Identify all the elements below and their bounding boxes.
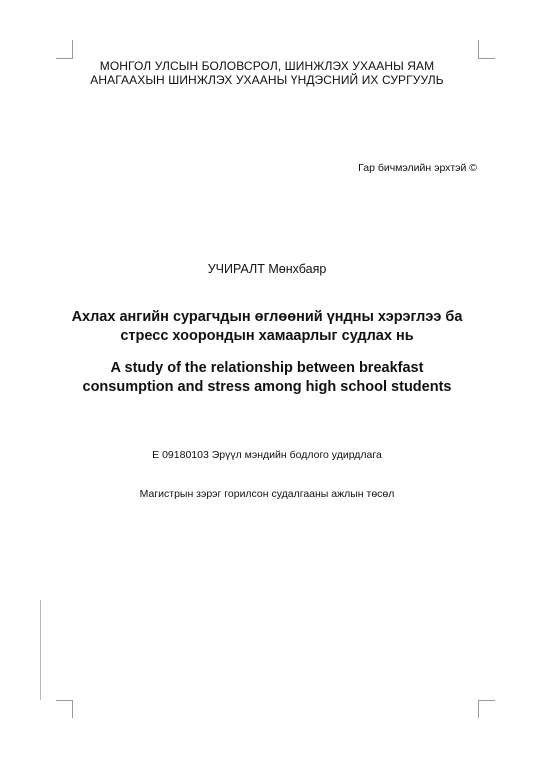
crop-mark-top-left-v bbox=[72, 40, 73, 58]
degree-note: Магистрын зэрэг горилсон судалгааны ажлын төсөл bbox=[139, 488, 395, 500]
crop-mark-bottom-left-h bbox=[56, 700, 73, 701]
crop-mark-top-right-v bbox=[478, 40, 479, 58]
copyright-notice: Гар бичмэлийн эрхтэй © bbox=[358, 162, 477, 174]
title-mn-line-1: Ахлах ангийн сурагчдын өглөөний үндны хэрэглээ ба bbox=[71, 309, 463, 325]
crop-mark-bottom-right-h bbox=[478, 700, 495, 701]
title-mn-line-2: стресс хоорондын хамаарлыг судлах нь bbox=[120, 328, 414, 344]
left-margin-rule bbox=[40, 600, 41, 700]
crop-mark-bottom-right-v bbox=[478, 700, 479, 718]
program-code: E 09180103 Эрүүл мэндийн бодлого удирдлага bbox=[152, 449, 382, 461]
title-en-line-1: A study of the relationship between breakfast bbox=[110, 360, 424, 376]
institution-line-2: АНАГААХЫН ШИНЖЛЭХ УХААНЫ ҮНДЭСНИЙ ИХ СУРГУУЛЬ bbox=[90, 73, 444, 87]
title-en-line-2: consumption and stress among high school students bbox=[82, 379, 452, 395]
crop-mark-bottom-left-v bbox=[72, 700, 73, 718]
author-name: УЧИРАЛТ Мөнхбаяр bbox=[207, 262, 327, 276]
institution-line-1: МОНГОЛ УЛСЫН БОЛОВСРОЛ, ШИНЖЛЭХ УХААНЫ ЯАМ bbox=[99, 59, 435, 73]
